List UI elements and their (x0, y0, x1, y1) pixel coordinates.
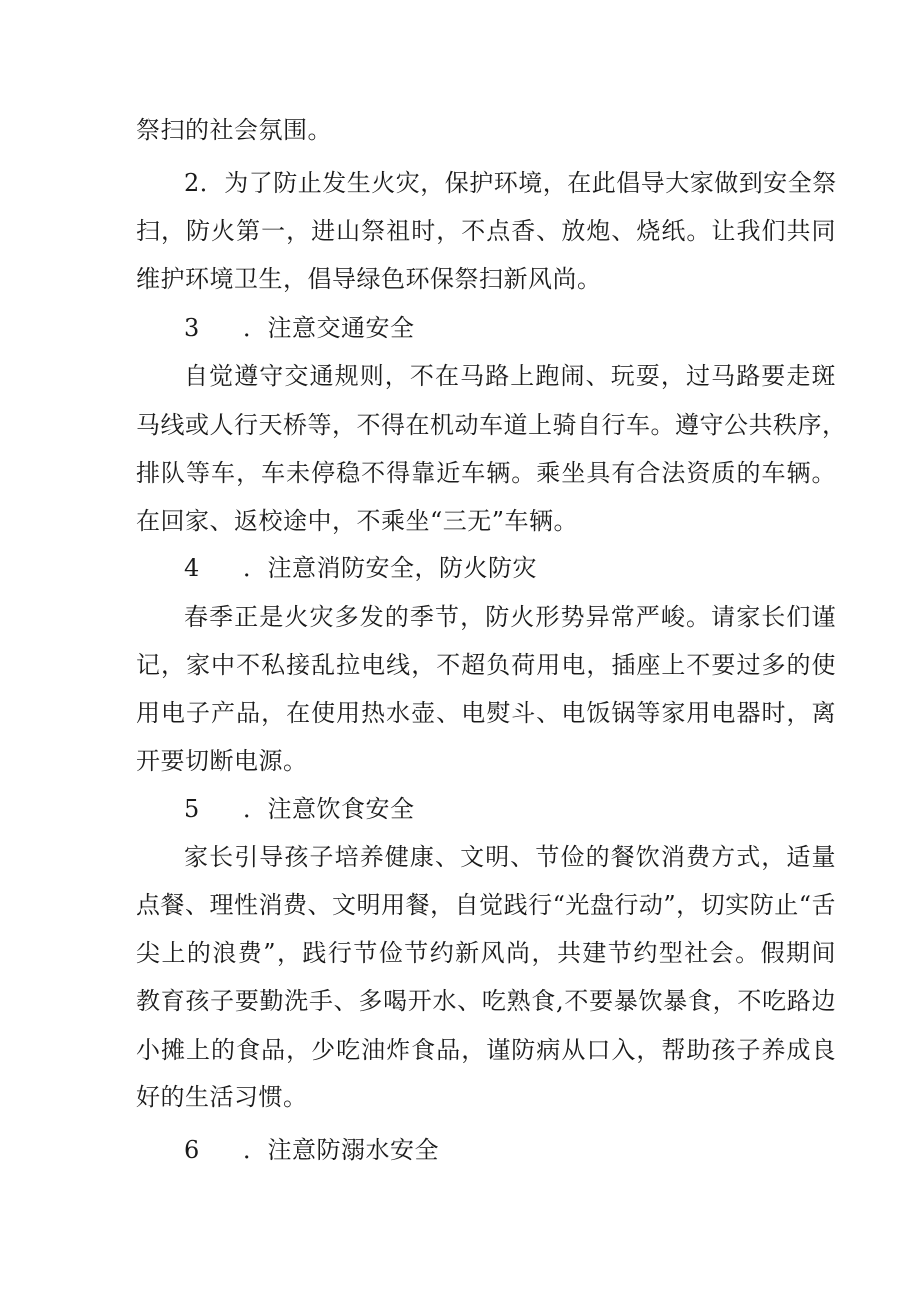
item-5-line: 小摊上的食品，少吃油炸食品，谨防病从口入，帮助孩子养成良 (136, 1036, 836, 1064)
item-3-number: 3 (184, 314, 200, 342)
item-5-line: 教育孩子要勤洗手、多喝开水、吃熟食,不要暴饮暴食，不吃路边 (136, 987, 836, 1015)
item-4-line: 春季正是火灾多发的季节，防火形势异常严峻。请家长们谨 (184, 603, 836, 631)
item-6-number: 6 (184, 1136, 200, 1164)
paragraph-line: 祭扫的社会氛围。 (136, 116, 332, 144)
item-4-line: 用电子产品，在使用热水壶、电熨斗、电饭锅等家用电器时，离 (136, 699, 836, 727)
item-2-line: 维护环境卫生，倡导绿色环保祭扫新风尚。 (136, 265, 602, 293)
item-5-number: 5 (184, 795, 200, 823)
item-5-heading: ．注意饮食安全 (243, 795, 415, 823)
item-3-line: 排队等车，车未停稳不得靠近车辆。乘坐具有合法资质的车辆。 (136, 459, 836, 487)
item-3-heading: ．注意交通安全 (243, 314, 415, 342)
item-3-line: 马线或人行天桥等，不得在机动车道上骑自行车。遵守公共秩序， (136, 411, 847, 439)
item-4-line: 记，家中不私接乱拉电线，不超负荷用电，插座上不要过多的使 (136, 651, 836, 679)
item-2-line: 2．为了防止发生火灾，保护环境，在此倡导大家做到安全祭 (184, 169, 837, 197)
item-4-line: 开要切断电源。 (136, 747, 308, 775)
item-5-line: 家长引导孩子培养健康、文明、节俭的餐饮消费方式，适量 (184, 843, 836, 871)
item-2-line: 扫，防火第一，进山祭祖时，不点香、放炮、烧纸。让我们共同 (136, 217, 836, 245)
item-3-line: 自觉遵守交通规则，不在马路上跑闹、玩耍，过马路要走斑 (184, 362, 836, 390)
item-5-line: 好的生活习惯。 (136, 1083, 308, 1111)
item-3-line: 在回家、返校途中，不乘坐“三无”车辆。 (136, 507, 579, 535)
item-4-heading: ．注意消防安全，防火防灾 (243, 554, 537, 582)
item-5-line: 尖上的浪费”，践行节俭节约新风尚，共建节约型社会。假期间 (136, 939, 836, 967)
item-6-heading: ．注意防溺水安全 (243, 1136, 439, 1164)
item-5-line: 点餐、理性消费、文明用餐，自觉践行“光盘行动”，切实防止“舌 (136, 891, 836, 919)
item-4-number: 4 (184, 554, 200, 582)
